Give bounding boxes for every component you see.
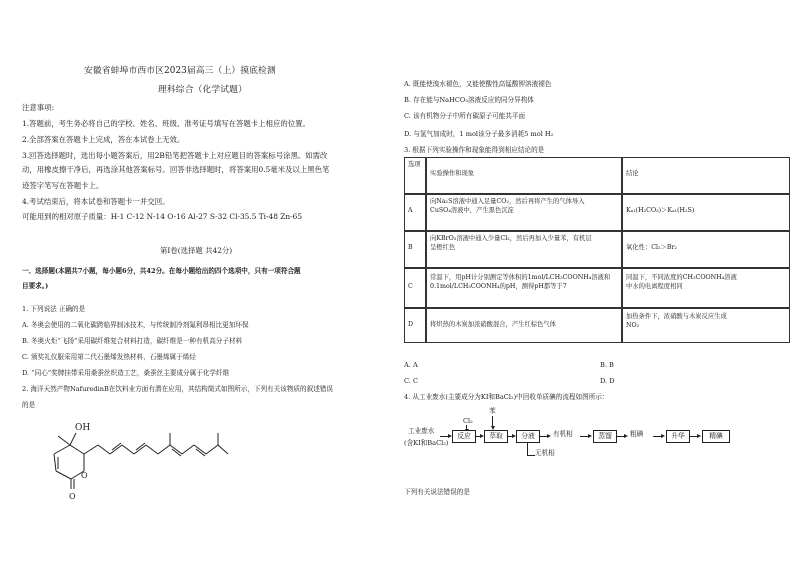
flow-arrow-line <box>440 436 448 437</box>
flow-step-distillation: 蒸馏 <box>593 430 617 443</box>
q3-table <box>404 157 790 343</box>
ring-oxygen-label: O <box>81 471 88 480</box>
notice-item: 迹签字笔写在答题卡上。 <box>22 181 104 190</box>
q3-answer-b: B. B <box>600 361 614 369</box>
table-header-operation: 实验操作和现象 <box>426 157 622 194</box>
flow-crude-iodine: 粗碘 <box>630 430 644 438</box>
table-header-conclusion: 结论 <box>622 157 790 194</box>
q2-stem: 2. 海洋天然产物NafuredinB在饮料业方面有潜在应用，其结构简式如图所示，下列有关该物质的叙述错误 <box>22 385 333 393</box>
q1-option-c: C. 颁奖礼仪服采用第二代石墨烯发热材料，石墨烯属于烯烃 <box>22 353 196 361</box>
q3-stem: 3. 根据下列实验操作和现象能得到相应结论的是 <box>404 146 545 154</box>
flow-step-extraction: 萃取 <box>484 430 508 443</box>
flow-benzene-label: 苯 <box>489 407 496 415</box>
section-title: 第Ⅰ卷(选择题 共42分) <box>160 246 233 255</box>
flow-arrow-head <box>661 434 665 438</box>
flow-cl2-label: Cl₂ <box>463 417 473 425</box>
q4-tail: 下列有关说法错误的是 <box>404 488 470 496</box>
flow-input-label: 工业废水 <box>408 427 435 435</box>
notice-heading: 注意事项: <box>22 103 55 112</box>
flow-step-separation: 分液 <box>516 430 540 443</box>
table-row-c-operation: 常温下，用pH计分别测定等体积的1mol/LCH₃COONH₄溶液和 0.1mol/LCH₃COONH₄的pH，测得pH都等于7 <box>426 268 622 308</box>
notice-item: 3.回答选择题时，选出每小题答案后，用2B铅笔把答题卡上对应题目的答案标号涂黑。如需改 <box>22 151 328 160</box>
table-row-d-conclusion: 加热条件下，浓硝酸与木炭反应生成 NO₂ <box>622 308 790 343</box>
table-header-option: 选项 <box>404 157 426 194</box>
section-intro: 一、选择题(本题共7小题，每小题6分，共42分。在每小题给出的四个选项中，只有一项符合题 <box>22 267 301 275</box>
table-row-label-d: D <box>404 308 426 343</box>
nafuredin-structure <box>40 414 230 508</box>
q4-stem: 4. 从工业废水(主要成分为KI和BaCl₂)中回收单质碘的流程如图所示： <box>404 393 609 401</box>
q1-option-a: A. 冬奥会使用的二氧化碳跨临界制冰技术，与传统制冷剂氟利昂相比更加环保 <box>22 321 249 329</box>
notice-item: 2.全部答案在答题卡上完成，答在本试卷上无效。 <box>22 135 185 144</box>
flow-organic-phase: 有机相 <box>553 430 573 438</box>
q1-option-d: D. “同心”奖牌挂带采用桑蚕丝织造工艺，桑蚕丝主要成分属于化学纤维 <box>22 369 230 377</box>
table-row-d-operation: 将炽热的木炭加浓硝酸混合，产生红棕色气体 <box>426 308 622 343</box>
q3-answer-a: A. A <box>404 361 418 369</box>
flow-aqueous-phase: 无机相 <box>535 449 555 457</box>
table-row-label-c: C <box>404 268 426 308</box>
q2-stem-cont: 的是 <box>22 401 36 409</box>
q2-option-b: B. 存在能与NaHCO₃溶液反应的同分异构体 <box>404 96 534 104</box>
flow-step-reaction: 反应 <box>452 430 476 443</box>
flow-arrow-line <box>527 455 535 456</box>
section-intro-cont: 目要求。) <box>22 282 49 290</box>
exam-subtitle: 理科综合（化学试题） <box>158 85 247 95</box>
flow-step-sublimation: 升华 <box>666 430 690 443</box>
q2-option-c: C. 该有机物分子中所有碳原子可能共平面 <box>404 112 526 120</box>
notice-item: 1.答题前，考生务必将自己的学校、姓名、班级、准考证号填写在答题卡上相应的位置。 <box>22 119 310 128</box>
flow-arrow-head <box>624 434 628 438</box>
notice-item: 动，用橡皮擦干净后，再选涂其他答案标号。回答非选择题时，将答案用0.5毫米及以上黑色笔 <box>22 165 330 174</box>
flow-step-pure-iodine: 精碘 <box>702 430 730 443</box>
table-row-c-conclusion: 同温下，不同浓度的CH₃COONH₄溶液 中水的电离程度相同 <box>622 268 790 308</box>
table-row-a-operation: 向Na₂S溶液中通入足量CO₂，然后再将产生的气体导入 CuSO₄溶液中，产生黑色沉淀 <box>426 194 622 231</box>
atomic-masses: 可能用到的相对原子质量：H-1 C-12 N-14 O-16 Al-27 S-32 Cl-35.5 Ti-48 Zn-65 <box>22 212 303 221</box>
flow-arrow-head <box>588 434 592 438</box>
table-row-b-conclusion: 氧化性：Cl₂＞Br₂ <box>622 231 790 268</box>
q2-option-d: D. 与氢气加成时，1 mol该分子最多消耗5 mol H₂ <box>404 130 554 138</box>
table-row-b-operation: 向KBrO₃溶液中通入少量Cl₂，然后再加入少量苯，有机层 呈橙红色 <box>426 231 622 268</box>
left-column <box>0 0 394 562</box>
q3-answer-d: D. D <box>600 377 615 385</box>
flow-arrow-head <box>697 434 701 438</box>
q3-answer-c: C. C <box>404 377 419 385</box>
q1-option-b: B. 冬奥火炬“飞扬”采用碳纤维复合材料打造，碳纤维是一种有机高分子材料 <box>22 337 243 345</box>
flow-input-detail: (含KI和BaCl₂) <box>404 439 449 447</box>
notice-item: 4.考试结束后，将本试卷和答题卡一并交回。 <box>22 197 170 206</box>
table-row-a-conclusion: Kₐ₁(H₂CO₃)＞Kₐ₁(H₂S) <box>622 194 790 231</box>
flow-arrow-head <box>547 434 551 438</box>
flow-arrow-line <box>527 443 528 455</box>
q2-option-a: A. 既能使溴水褪色，又能使酸性高锰酸钾溶液褪色 <box>404 80 552 88</box>
q1-stem: 1. 下列说法 正确的是 <box>22 305 86 313</box>
table-row-label-a: A <box>404 194 426 231</box>
oh-label: OH <box>75 423 91 433</box>
flow-arrow-line <box>492 416 493 426</box>
carbonyl-oxygen-label: O <box>69 492 76 501</box>
table-row-label-b: B <box>404 231 426 268</box>
exam-title: 安徽省蚌埠市西市区2023届高三（上）摸底检测 <box>84 66 276 76</box>
